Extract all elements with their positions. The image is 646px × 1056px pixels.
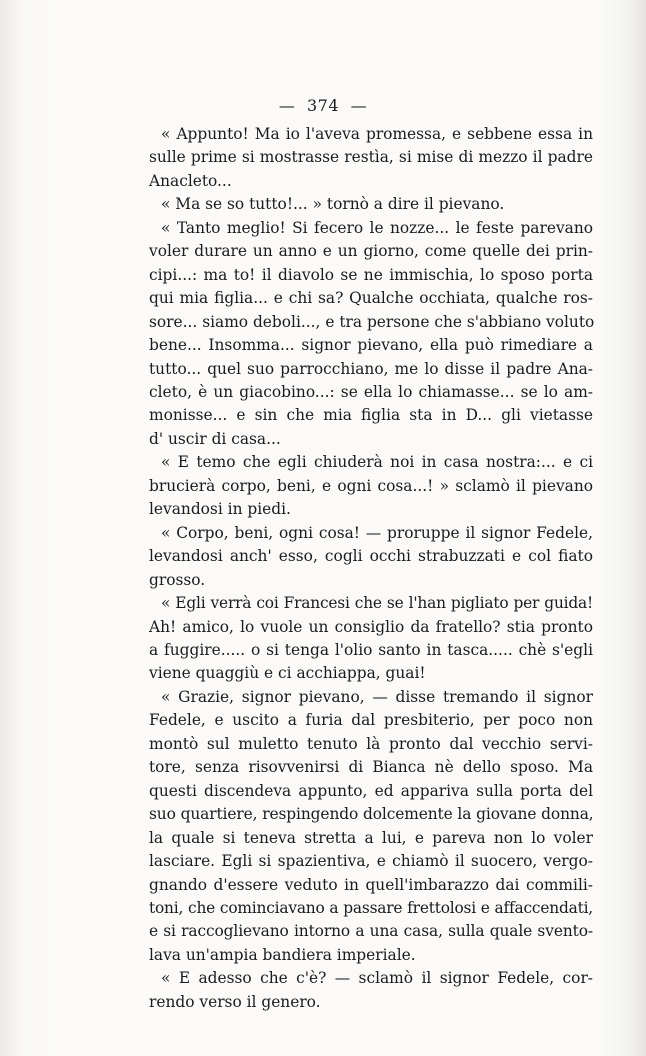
text-line: « Grazie, signor pievano, — disse tremando il signor bbox=[161, 687, 593, 706]
text-line: monisse... e sin che mia figlia sta in D... gli vietasse bbox=[149, 406, 593, 425]
text-line: tutto... quel suo parrocchiano, me lo disse il padre Ana- bbox=[149, 359, 593, 378]
page-number-header bbox=[0, 96, 646, 115]
text-line: d' uscir di casa... bbox=[149, 429, 281, 448]
text-line: Fedele, e uscito a furia dal presbiterio, per poco non bbox=[149, 711, 593, 730]
text-line: « Tanto meglio! Si fecero le nozze... le feste parevano bbox=[161, 218, 593, 237]
text-line: Anacleto... bbox=[149, 171, 232, 190]
text-line: a fuggire..... o si tenga l'olio santo in tasca..... chè s'egli bbox=[149, 640, 593, 659]
text-line: lasciare. Egli si spazientiva, e chiamò il suocero, vergo- bbox=[149, 852, 593, 871]
text-line: sore... siamo deboli..., e tra persone che s'abbiano voluto bbox=[149, 312, 595, 331]
paragraph bbox=[137, 123, 593, 193]
text-line: grosso. bbox=[149, 570, 206, 589]
text-line: viene quaggiù e ci acchiappa, guai! bbox=[149, 664, 426, 683]
paragraph bbox=[137, 592, 593, 686]
text-line: Ah! amico, lo vuole un consiglio da fratello? stia pronto bbox=[149, 617, 593, 636]
text-line: tore, senza risovvenirsi di Bianca nè dello sposo. Ma bbox=[149, 758, 593, 777]
page-number: 374 bbox=[306, 96, 340, 115]
text-line: levandosi anch' esso, cogli occhi strabuzzati e col fiato bbox=[149, 547, 593, 566]
paragraph bbox=[137, 193, 593, 216]
text-line: « Ma se so tutto!... » tornò a dire il pievano. bbox=[161, 195, 505, 214]
paragraph bbox=[137, 522, 593, 592]
page-number-dash-right: — bbox=[350, 96, 368, 115]
text-line: « E adesso che c'è? — sclamò il signor Fedele, cor- bbox=[161, 969, 593, 988]
text-line: brucierà corpo, beni, e ogni cosa...! » sclamò il pievano bbox=[149, 476, 593, 495]
text-line: « Appunto! Ma io l'aveva promessa, e sebbene essa in bbox=[161, 125, 593, 143]
text-line: gnando d'essere veduto in quell'imbarazzo dai commili- bbox=[149, 875, 593, 894]
text-line: questi discendeva appunto, ed appariva sulla porta del bbox=[149, 781, 593, 800]
text-line: rendo verso il genero. bbox=[149, 992, 321, 1011]
paragraph bbox=[137, 451, 593, 521]
text-line: « Corpo, beni, ogni cosa! — proruppe il signor Fedele, bbox=[161, 523, 593, 542]
page-number-dash-left: — bbox=[278, 96, 296, 115]
text-line: sulle prime si mostrasse restìa, si mise di mezzo il padre bbox=[149, 148, 593, 167]
text-line: la quale si teneva stretta a lui, e pareva non lo voler bbox=[149, 828, 593, 847]
text-line: cipi...: ma to! il diavolo se ne immischia, lo sposo porta bbox=[149, 265, 593, 284]
text-line: toni, che cominciavano a passare frettolosi e affaccendati, bbox=[149, 898, 593, 917]
paragraph bbox=[137, 967, 593, 1014]
text-line: bene... Insomma... signor pievano, ella può rimediare a bbox=[149, 336, 593, 355]
text-line: cleto, è un giacobino...: se ella lo chiamasse... se lo am- bbox=[149, 382, 593, 401]
text-line: montò sul muletto tenuto là pronto dal vecchio servi- bbox=[149, 734, 593, 753]
text-line: « E temo che egli chiuderà noi in casa nostra:... e ci bbox=[161, 453, 593, 472]
text-line: qui mia figlia... e chi sa? Qualche occhiata, qualche ros- bbox=[149, 289, 593, 308]
text-line: lava un'ampia bandiera imperiale. bbox=[149, 945, 416, 964]
text-line: levandosi in piedi. bbox=[149, 500, 291, 519]
paragraph bbox=[137, 217, 593, 452]
paragraph bbox=[137, 686, 593, 967]
text-line: suo quartiere, respingendo dolcemente la giovane donna, bbox=[149, 805, 594, 824]
body-text bbox=[137, 123, 593, 1014]
text-line: « Egli verrà coi Francesi che se l'han pigliato per guida! bbox=[161, 594, 593, 613]
text-line: e si raccoglievano intorno a una casa, sulla quale svento- bbox=[149, 922, 593, 941]
text-line: voler durare un anno e un giorno, come quelle dei prin- bbox=[149, 242, 593, 261]
